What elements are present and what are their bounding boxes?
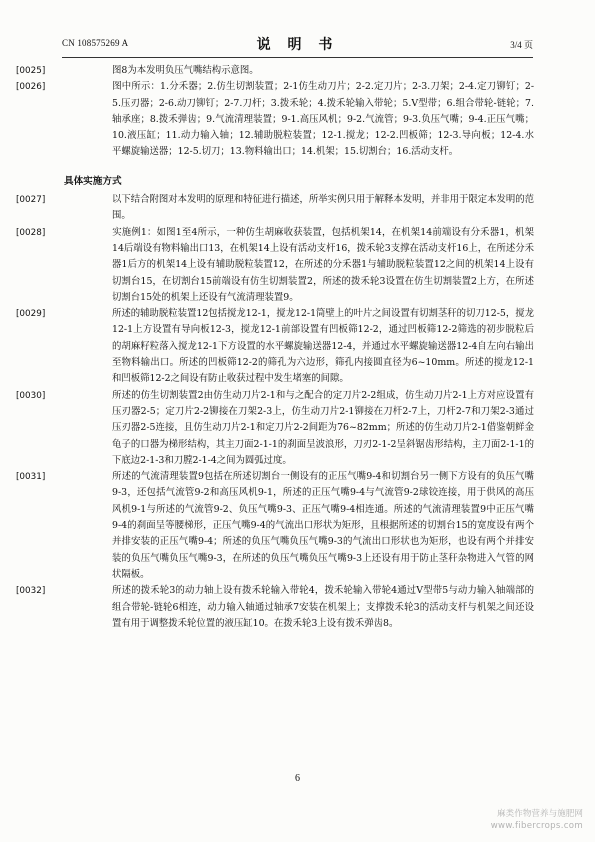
page-fraction: 3/4 页 <box>510 40 533 50</box>
paragraph <box>16 583 534 632</box>
paragraph-number: [0026] <box>16 82 46 93</box>
paragraph <box>16 225 534 306</box>
paragraph-text: 所述的辅助脱粒装置12包括搅龙12-1，搅龙12-1筒壁上的叶片之间设置有切割茎秆的切刀12-5，搅龙12-1上方设置有导向板12-3，搅龙12-1前部设置有凹板筛12-2，通过凹板筛12-2筛选的初步脱粒后的胡麻籽粒落入搅龙12-1下方设置的水平螺旋输送器12-4，并通过水平螺旋输送器12-4自左向右输出至物料输出口。所述的凹板筛12-2的筛孔为六边形，筛孔内接圆直径为6~10mm。所述的搅龙12-1和凹板筛12-2之间设有防止收获过程中发生堵塞的间隙。 <box>112 308 534 385</box>
paragraph-text: 实施例1：如图1至4所示，一种仿生胡麻收获装置，包括机架14，在机架14前端设有分禾器1，机架14后端设有物料输出口13，在机架14上设有活动支杆16，拨禾轮3支撑在活动支杆16上，在所述分禾器1后方的机架14上设有辅助脱粒装置12，在所述的分禾器1与辅助脱粒装置12之间的机架14上设有切割台15，在切割台15前端设有仿生切割装置2，所述的拨禾轮3设置在仿生切割装置2上方，在所述切割台15处的机架上还设有气流清理装置9。 <box>112 226 534 303</box>
paragraph-text: 以下结合附图对本发明的原理和特征进行描述，所举实例只用于解释本发明，并非用于限定本发明的范围。 <box>112 194 534 222</box>
paragraph-number: [0027] <box>16 195 46 206</box>
paragraph <box>16 192 534 225</box>
watermark-site-name: 麻类作物营养与施肥网 <box>497 809 583 819</box>
patent-number: CN 108575269 A <box>62 38 129 48</box>
page-header <box>62 34 533 54</box>
paragraph-number: [0030] <box>16 390 46 401</box>
paragraph-number: [0029] <box>16 309 46 320</box>
paragraph-text: 图中所示：1.分禾器；2.仿生切割装置；2-1仿生动刀片；2-2.定刀片；2-3.刀架；2-4.定刀铆钉；2-5.压刃器；2-6.动刀铆钉；2-7.刀杆；3.拨禾轮；4.拨禾轮输入带轮；5.V型带；6.组合带轮-链轮；7.轴承座；8.拨禾弹齿；9.气流清理装置；9-1.高压风机；9-2.气流管；9-3.负压气嘴；9-4.正压气嘴；10.液压缸；11.动力输入轴；12.辅助脱粒装置；12-1.搅龙；12-2.凹板筛；12-3.导向板；12-4.水平螺旋输送器；12-5.切刀；13.物料输出口；14.机架；15.切割台；16.活动支杆。 <box>112 81 534 158</box>
paragraph <box>16 63 534 79</box>
paragraph <box>16 79 534 160</box>
paragraph-number: [0028] <box>16 227 46 238</box>
document-title: 说 明 书 <box>256 37 339 53</box>
page-number: 6 <box>295 773 300 784</box>
paragraph <box>16 306 534 387</box>
watermark-url: www.fibercrops.com <box>490 821 583 831</box>
header-divider <box>62 57 533 58</box>
paragraph-text: 所述的气流清理装置9包括在所述切割台一侧设有的正压气嘴9-4和切割台另一侧下方设有的负压气嘴9-3，还包括气流管9-2和高压风机9-1，所述的正压气嘴9-4与气流管9-2球铰连接，用于供风的高压风机9-1与所述的气流管9-2、负压气嘴9-3、正压气嘴9-4相连通。所述的气流清理装置9中正压气嘴9-4的刹面呈等腰梯形，正压气嘴9-4的气流出口形状为矩形，且根据所述的切割台15的宽度设有两个并排安装的正压气嘴9-4；所述的负压气嘴负压气嘴9-3的气流出口形状也为矩形，也设有两个并排安装的负压气嘴负压气嘴9-3，在所述的负压气嘴负压气嘴9-3上还设有用于防止茎秆杂物进入气管的网状隔板。 <box>112 471 534 580</box>
watermark <box>491 808 583 832</box>
paragraph-text: 所述的仿生切割装置2由仿生动刀片2-1和与之配合的定刀片2-2组成，仿生动刀片2-1上方对应设置有压刃器2-5；定刀片2-2铆接在刀架2-3上，仿生动刀片2-1铆接在刀杆2-7上，刀杆2-7和刀架2-3通过压刃器2-5连接，且仿生动刀片2-1和定刀片2-2间距为76~82mm；所述的仿生动刀片2-1借鉴朝鲜金龟子的口器为梯形结构，其主刀面2-1-1的刹面呈波浪形，刀刃2-1-2呈斜锯齿形结构，主刀面2-1-1的下底边2-1-3和刀膛2-1-4之间为圆弧过度。 <box>112 389 534 466</box>
paragraph-number: [0032] <box>16 586 46 597</box>
paragraph-number: [0031] <box>16 472 46 483</box>
paragraph <box>16 469 534 583</box>
paragraph-number: [0025] <box>16 66 46 76</box>
document-body <box>16 63 534 632</box>
paragraph-text: 所述的拨禾轮3的动力轴上设有拨禾轮输入带轮4，拨禾轮输入带轮4通过V型带5与动力输入轴端部的组合带轮-链轮6相连，动力输入轴通过轴承7安装在机架上；支撑拨禾轮3的活动支杆与机架之间还设置有用于调整拨禾轮位置的液压缸10。在拨禾轮3上设有拨禾弹齿8。 <box>112 585 534 629</box>
paragraph <box>16 388 534 469</box>
section-title: 具体实施方式 <box>64 175 122 187</box>
paragraph-text: 图8为本发明负压气嘴结构示意图。 <box>112 65 259 76</box>
